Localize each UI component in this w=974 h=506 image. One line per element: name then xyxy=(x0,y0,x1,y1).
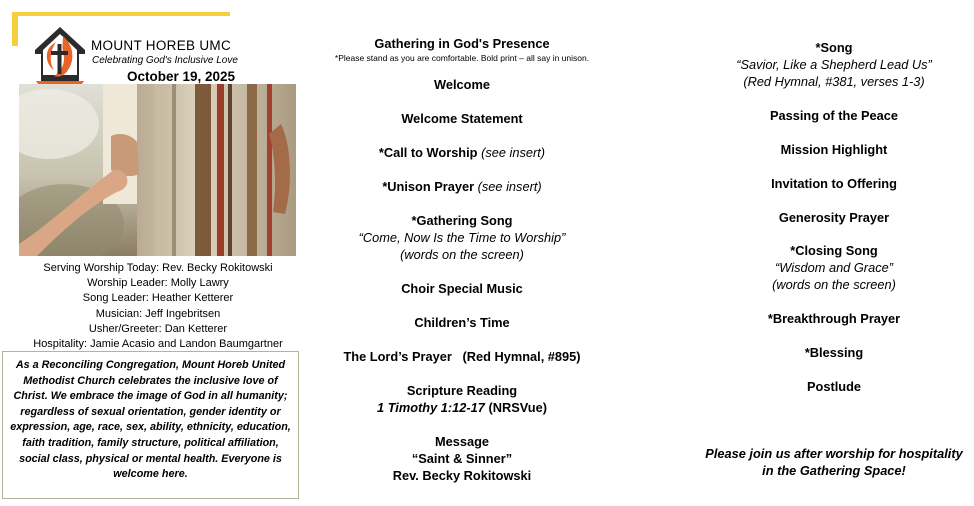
unison-prayer-label: *Unison Prayer xyxy=(382,179,475,194)
scripture-ref: 1 Timothy 1:12-17 xyxy=(377,400,485,415)
call-to-worship-note: (see insert) xyxy=(481,145,546,160)
order-blessing: *Blessing xyxy=(804,345,864,360)
serving-staff-list xyxy=(0,261,316,352)
closing-song-note: (words on the screen) xyxy=(772,277,896,292)
order-welcome: Welcome xyxy=(434,77,490,92)
scripture-reference xyxy=(312,400,612,415)
order-welcome-statement: Welcome Statement xyxy=(401,111,523,126)
order-scripture: Scripture Reading xyxy=(406,383,518,398)
corner-accent-top xyxy=(12,12,230,16)
gathering-note: *Please stand as you are comfortable. Bold print – all say in unison. xyxy=(334,53,590,63)
hospitality-invite-line1: Please join us after worship for hospitality xyxy=(705,446,963,461)
staff-line: Usher/Greeter: Dan Ketterer xyxy=(88,322,228,335)
order-childrens-time: Children’s Time xyxy=(414,315,510,330)
order-passing-peace: Passing of the Peace xyxy=(769,108,899,123)
order-lords-prayer: The Lord’s Prayer (Red Hymnal, #895) xyxy=(343,349,581,364)
order-offering: Invitation to Offering xyxy=(771,176,897,191)
order-gathering-song: *Gathering Song xyxy=(411,213,513,228)
staff-line: Musician: Jeff Ingebritsen xyxy=(95,307,221,320)
gathering-song-title: “Come, Now Is the Time to Worship” xyxy=(358,230,566,245)
church-logo xyxy=(32,24,88,84)
unison-prayer-note: (see insert) xyxy=(477,179,542,194)
gathering-title: Gathering in God's Presence xyxy=(374,36,550,51)
song-title: “Savior, Like a Shepherd Lead Us” xyxy=(736,57,932,72)
order-call-to-worship xyxy=(312,145,612,160)
church-tagline: Celebrating God's Inclusive Love xyxy=(92,55,238,66)
hospitality-invite-line2: in the Gathering Space! xyxy=(762,463,906,478)
order-breakthrough-prayer: *Breakthrough Prayer xyxy=(767,311,901,326)
reconciling-statement-text: As a Reconciling Congregation, Mount Horeb United Methodist Church celebrates the inclusive love of Christ. We embrace the image of God in all humanity; regardless of sexual orientation, gender identity or expression, age, race, sex, ability, ethnicity, education, faith tradition, family structure, political affiliation, social class, physical or mental health. Everyone is welcome here. xyxy=(10,359,291,481)
order-song: *Song xyxy=(815,40,853,55)
reconciling-statement-box xyxy=(2,351,299,499)
bulletin-date: October 19, 2025 xyxy=(127,69,236,84)
church-name: MOUNT HOREB UMC xyxy=(91,38,232,53)
message-preacher: Rev. Becky Rokitowski xyxy=(392,468,532,483)
closing-song-title: “Wisdom and Grace” xyxy=(775,260,893,275)
order-postlude: Postlude xyxy=(806,379,862,394)
order-generosity-prayer: Generosity Prayer xyxy=(778,210,890,225)
message-title: “Saint & Sinner” xyxy=(411,451,513,466)
corner-accent-left xyxy=(12,12,18,46)
staff-line: Song Leader: Heather Ketterer xyxy=(82,292,234,305)
staff-line: Serving Worship Today: Rev. Becky Rokitowski xyxy=(43,262,273,274)
scripture-version: (NRSVue) xyxy=(484,400,547,415)
order-choir: Choir Special Music xyxy=(401,281,523,296)
cross-flame-logo-icon xyxy=(32,24,88,84)
order-mission-highlight: Mission Highlight xyxy=(780,142,888,157)
gathering-song-note: (words on the screen) xyxy=(400,247,524,262)
staff-line: Hospitality: Jamie Acasio and Landon Baumgartner xyxy=(33,338,283,351)
staff-line: Worship Leader: Molly Lawry xyxy=(87,277,229,290)
order-message: Message xyxy=(434,434,490,449)
call-to-worship-label: *Call to Worship xyxy=(378,145,478,160)
hands-reaching-photo xyxy=(19,84,296,256)
order-closing-song: *Closing Song xyxy=(790,243,878,258)
song-note: (Red Hymnal, #381, verses 1-3) xyxy=(743,74,925,89)
order-unison-prayer xyxy=(312,179,612,194)
